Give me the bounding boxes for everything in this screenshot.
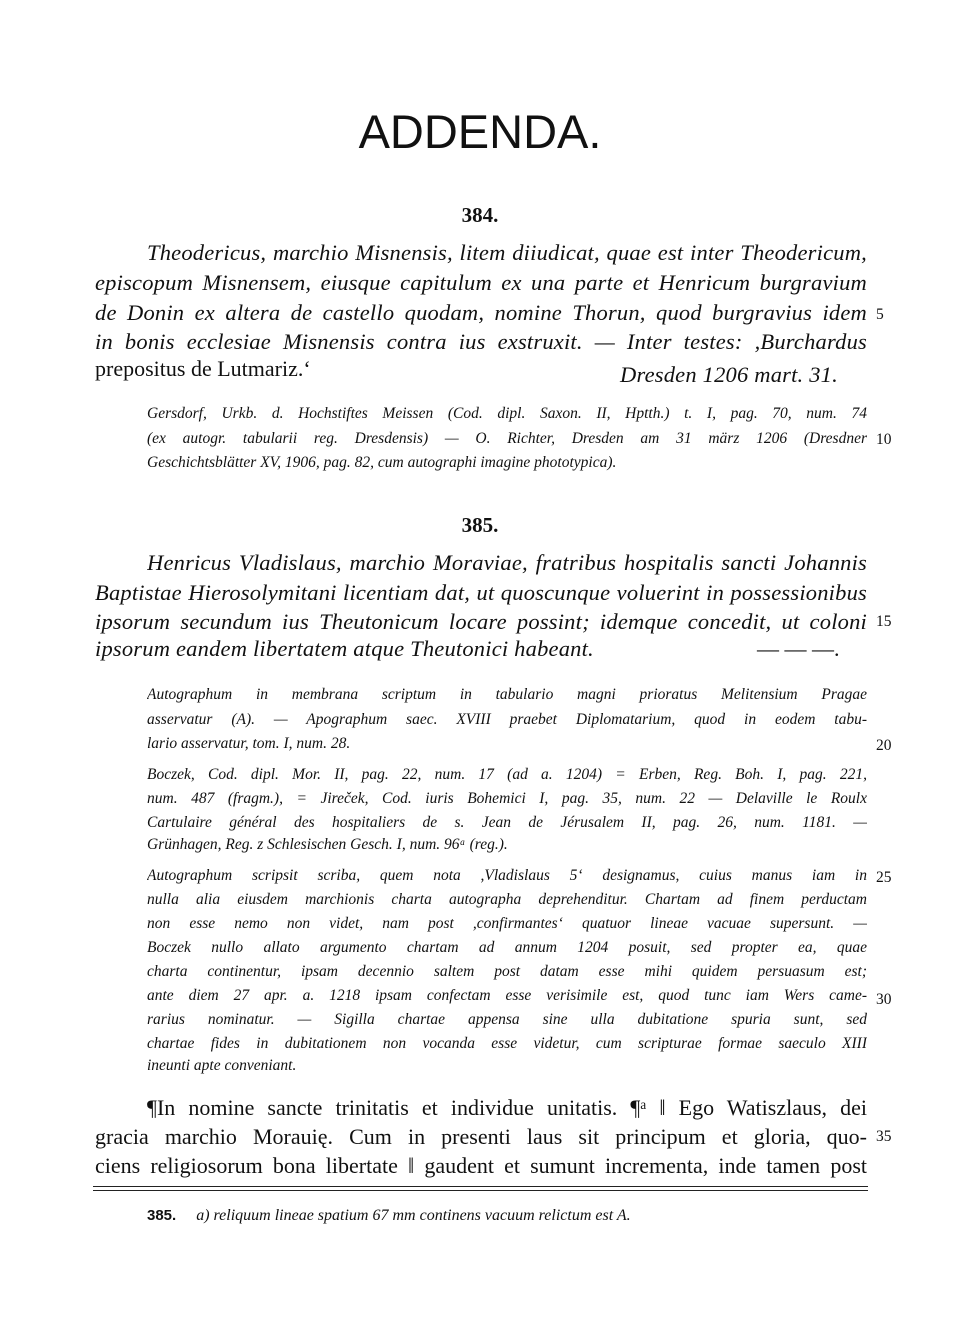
regest-line: episcopum Misnensem, eiusque capitulum ex una parte et Henricum burgravium [95,270,867,295]
commentary-line: ante diem 27 apr. a. 1218 ipsam confectam esse verisimile est, quod tunc iam Wers came- [147,987,867,1004]
document-number-385: 385. [461,513,499,537]
line-number: 10 [876,431,892,448]
literature-note-line: Boczek, Cod. dipl. Mor. II, pag. 22, num. 17 (ad a. 1204) = Erben, Reg. Boh. I, pag. 221, [147,766,867,783]
source-note-line: asservatur (A). — Apographum saec. XVIII praebet Diplomatarium, quod in eodem tabu- [147,711,867,728]
document-date: Dresden 1206 mart. 31. [620,362,838,387]
regest-line: Baptistae Hierosolymitani licentiam dat, ut quoscunque voluerint in possessionibus [95,580,867,605]
regest-line: de Donin ex altera de castello quodam, nomine Thorun, quod burgravius idem [95,300,867,325]
footnote-number: 385. [147,1207,177,1224]
regest-line: ipsorum secundum ius Theutonicum locare possint; idemque concedit, ut coloni [95,609,867,634]
commentary-line: rarius nominatur. — Sigilla chartae appensa sine ulla dubitatione spuria sunt, sed [147,1011,867,1028]
regest-line: Theodericus, marchio Misnensis, litem diiudicat, quae est inter Theodericum, [147,240,867,265]
footnote-text: a) reliquum lineae spatium 67 mm continens vacuum relictum est A. [196,1207,631,1224]
regest-line: in bonis ecclesiae Misnensis contra ius exstruxit. — Inter testes: ,Burchardus [95,329,867,354]
line-number: 20 [876,737,892,754]
regest-line: prepositus de Lutmariz.‘ [95,356,311,381]
literature-note-line: Cartulaire général des hospitaliers de s. Jean de Jérusalem II, pag. 26, num. 1181. — [147,814,867,831]
footnote [147,1207,631,1225]
literature-note-line: num. 487 (fragm.), = Jireček, Cod. iuris Bohemici I, pag. 35, num. 22 — Delaville le Roulx [147,790,867,807]
line-number: 25 [876,869,892,886]
commentary-line: Autographum scripsit scriba, quem nota ,Vladislaus 5‘ designamus, cuius manus iam in [147,867,867,884]
charter-text-line: gracia marchio Morauię. Cum in presenti laus sit principum et gloria, quo- [95,1124,867,1149]
line-number: 30 [876,991,892,1008]
date-dashes: — — —. [757,636,840,661]
source-note-line: Autographum in membrana scriptum in tabulario magni prioratus Melitensium Pragae [147,686,867,703]
source-note-line: Geschichtsblätter XV, 1906, pag. 82, cum autographi imagine phototypica). [147,454,617,471]
commentary-line: charta continentur, ipsam decennio saltem post datam esse mihi quidem persuasum est; [147,963,867,980]
commentary-line: chartae fides in dubitationem non vocanda esse videtur, cum scripturae formae saeculo XIII [147,1035,867,1052]
regest-line: Henricus Vladislaus, marchio Moraviae, fratribus hospitalis sancti Johannis [147,550,867,575]
commentary-line: ineunti apte conveniant. [147,1057,297,1074]
charter-text-line: ciens religiosorum bona libertate ‖ gaudent et sumunt incrementa, inde tamen post [95,1153,867,1178]
regest-line: ipsorum eandem libertatem atque Theutonici habeant. [95,636,594,661]
source-note-line: Gersdorf, Urkb. d. Hochstiftes Meissen (Cod. dipl. Saxon. II, Hptth.) t. I, pag. 70, num. 74 [147,405,867,422]
footnote-rule [93,1190,868,1191]
commentary-line: non esse nemo non videt, nam post ,confirmantes‘ quatuor lineae vacuae supersunt. — [147,915,867,932]
commentary-line: Boczek nullo allato argumento chartam ad annum 1204 posuit, sed propter ea, quae [147,939,867,956]
commentary-line: nulla alia eiusdem marchionis charta autographa deprehenditur. Chartam ad finem perductam [147,891,867,908]
page-title: ADDENDA. [358,105,602,158]
footnote-rule [93,1186,868,1187]
literature-note-line: Grünhagen, Reg. z Schlesischen Gesch. I, num. 96ᵃ (reg.). [147,836,508,853]
line-number: 5 [876,306,884,323]
line-number: 15 [876,613,892,630]
source-note-line: lario asservatur, tom. I, num. 28. [147,735,351,752]
line-number: 35 [876,1128,892,1145]
charter-text-line: ¶In nomine sancte trinitatis et individue unitatis. ¶ᵃ ‖ Ego Watiszlaus, dei [147,1095,867,1120]
document-number-384: 384. [461,203,499,227]
source-note-line: (ex autogr. tabularii reg. Dresdensis) — O. Richter, Dresden am 31 märz 1206 (Dresdner [147,430,867,447]
